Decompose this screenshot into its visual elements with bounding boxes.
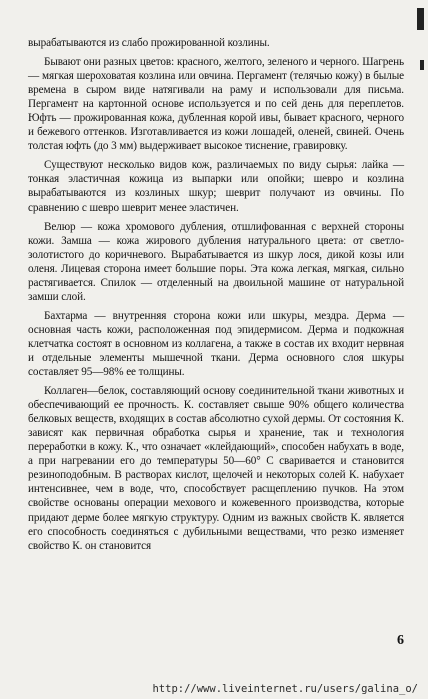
paragraph-3: Существуют несколько видов кож, различаемых по виду сырья: лайка — тонкая эластичная кожица из выпарки или опойки; шевро и козлина вырабатываются из козлиных шкур; шеврит получают из овчины. По сравнению с шевро шеврит менее эластичен. — [28, 159, 404, 214]
page-edge-shadow-top — [417, 8, 424, 30]
page-number: 6 — [397, 633, 404, 648]
paragraph-6: Коллаген—белок, составляющий основу соединительной ткани животных и обеспечивающий ее прочность. К. составляет свыше 90% общего количества белковых веществ, входящих в состав абсолютно сухой дермы. От состояния К. зависят как первичная обработка сырья и хранение, так и технология переработки в кожу. К., что означает «клейдающий», способен набухать в воде, а при нагревании его до температуры 50—60° С сваривается и становится резиноподобным. В растворах кислот, щелочей и некоторых солей К. набухает интенсивнее, чем в воде, что, способствует расщеплению пучков. На этом свойстве основаны операции мехового и кожевенного производства, которые придают дерме более мягкую структуру. Одним из важных свойств К. является его способность соединяться с дубильными веществами, что резко изменяет свойство К. он становится — [28, 385, 404, 552]
paragraph-1: вырабатываются из слабо прожированной козлины. — [28, 37, 270, 49]
page-text — [28, 36, 404, 558]
page-edge-shadow-bottom — [420, 60, 424, 70]
paragraph-4: Велюр — кожа хромового дубления, отшлифованная с верхней стороны кожи. Замша — кожа жирового дубления натурального цвета: от светло-золотистого до коричневого. Вырабатывается из шкур лося, дикой козы или оленя. Лицевая сторона имеет большие поры. Эта кожа легкая, мягкая, сильно растягивается. Спилок — отделенный на двоильной машине от натуральной замши слой. — [28, 220, 404, 303]
watermark-url: http://www.liveinternet.ru/users/galina_o/ — [152, 683, 418, 695]
paragraph-5: Бахтарма — внутренняя сторона кожи или шкуры, мездра. Дерма — основная часть кожи, расположенная под эпидермисом. Дерма и подкожная клетчатка состоят в основном из коллагена, а также в состав их входит нервная и отдельные элементы мышечной ткани. Дерма основного слоя шкуры составляет 95—98% ее толщины. — [28, 309, 404, 379]
paragraph-2: Бывают они разных цветов: красного, желтого, зеленого и черного. Шагрень — мягкая шероховатая козлина или овчина. Пергамент (телячью кожу) в былые времена в сыром виде натягивали на раму и использовали для письма. Пергамент на картонной основе используется и по сей день для переплетов. Юфть — прожированная кожа, дубленная корой ивы, бывает красного, черного и бежевого оттенков. Изготавливается из кожи лошадей, оленей, свиней. Очень толстая юфть (до 3 мм) выдерживает высокое тиснение, гравировку. — [28, 56, 404, 153]
